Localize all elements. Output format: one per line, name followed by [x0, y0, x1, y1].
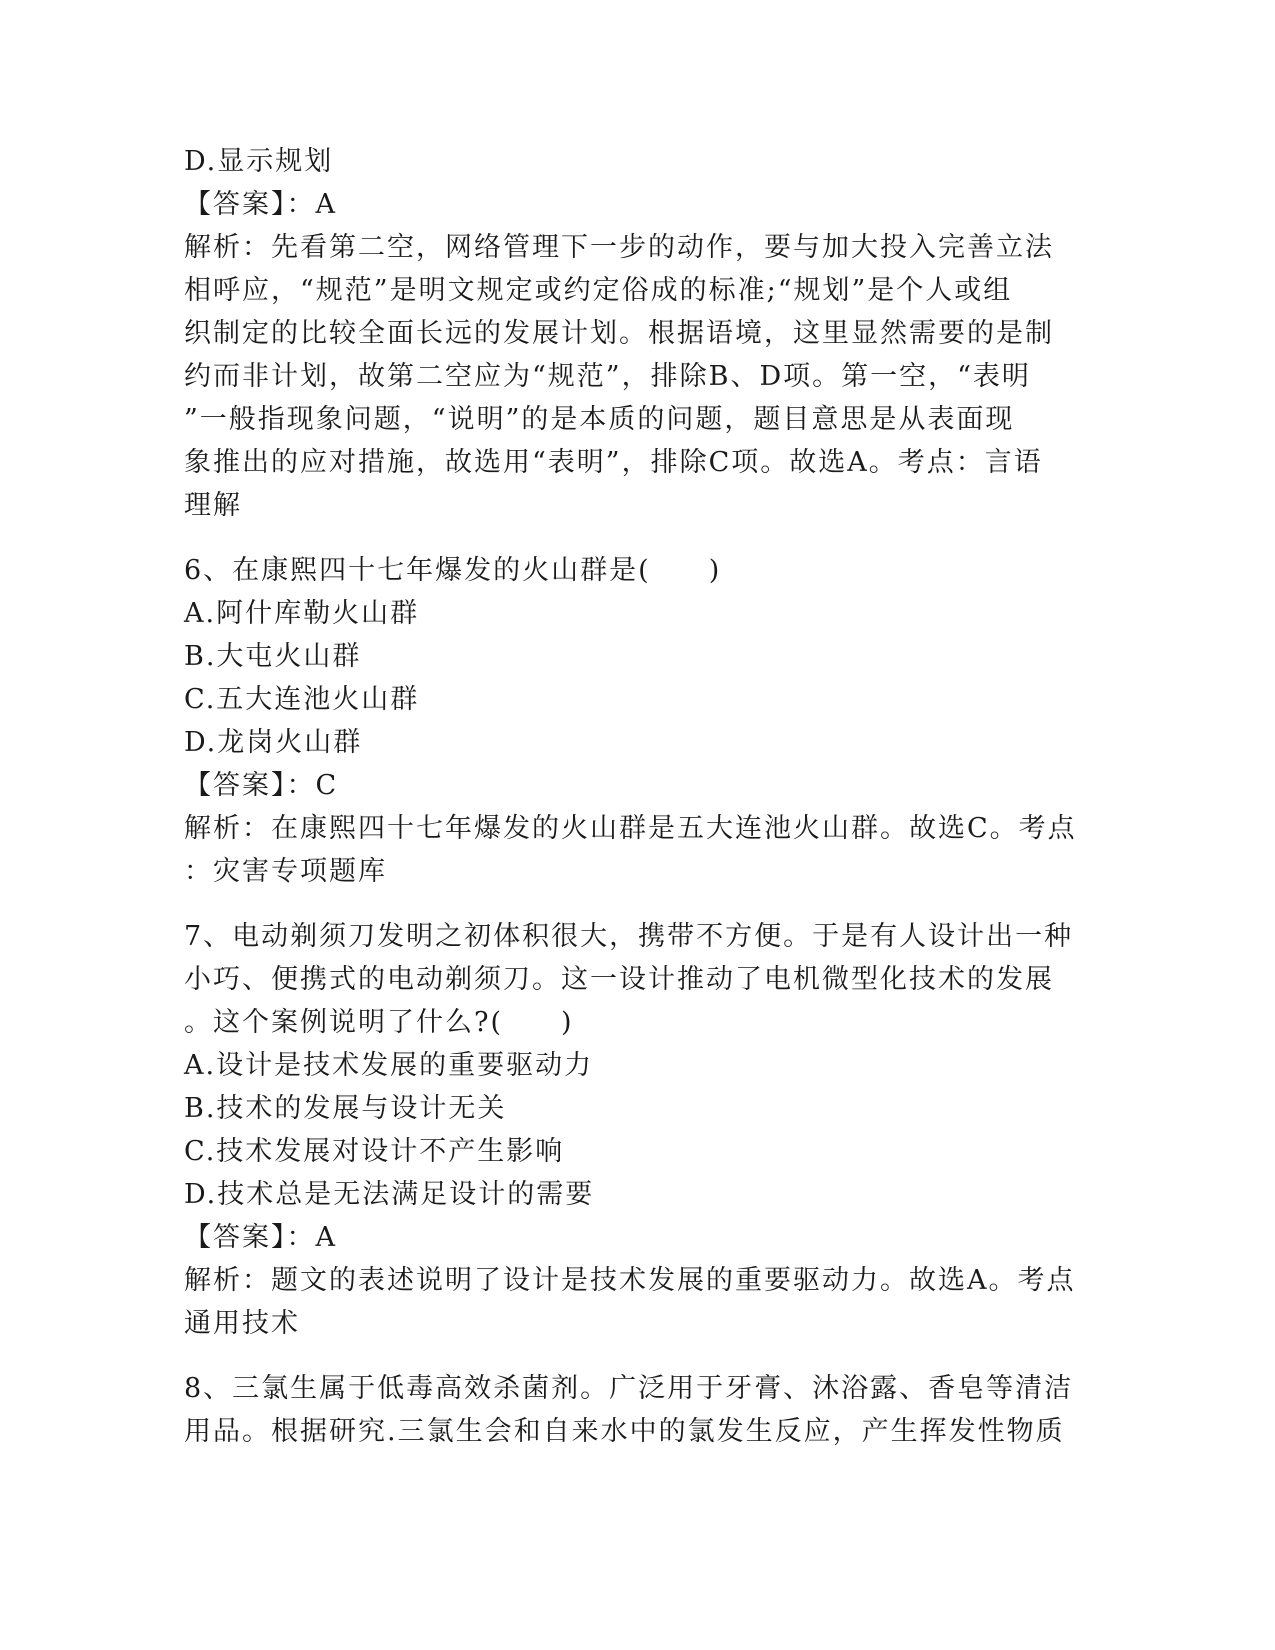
analysis-line: ”一般指现象问题，“说明”的是本质的问题，题目意思是从表面现 [184, 404, 1015, 435]
question-stem: 8、三氯生属于低毒高效杀菌剂。广泛用于牙膏、沐浴露、香皂等清洁 [184, 1373, 1074, 1404]
analysis-line: 解析：先看第二空，网络管理下一步的动作，要与加大投入完善立法 [184, 232, 1054, 263]
document-page [184, 140, 1094, 1453]
analysis-line: 相呼应，“规范”是明文规定或约定俗成的标准;“规划”是个人或组 [184, 275, 1013, 306]
analysis-line: 织制定的比较全面长远的发展计划。根据语境，这里显然需要的是制 [184, 318, 1054, 349]
question-stem: 用品。根据研究.三氯生会和自来水中的氯发生反应，产生挥发性物质 [184, 1416, 1065, 1447]
section-gap [184, 893, 1094, 915]
analysis-line: 解析：题文的表述说明了设计是技术发展的重要驱动力。故选A。考点 [184, 1265, 1076, 1296]
answer-line: 【答案】：A [184, 189, 337, 220]
option-d: D.龙岗火山群 [184, 727, 363, 758]
question-stem: 小巧、便携式的电动剃须刀。这一设计推动了电机微型化技术的发展 [184, 964, 1054, 995]
answer-line: 【答案】：C [184, 770, 339, 801]
option-d: D.显示规划 [184, 146, 334, 177]
analysis-line: 通用技术 [184, 1308, 300, 1339]
analysis-line: 解析：在康熙四十七年爆发的火山群是五大连池火山群。故选C。考点 [184, 813, 1077, 844]
option-d: D.技术总是无法满足设计的需要 [184, 1179, 595, 1210]
analysis-line: 理解 [184, 490, 242, 521]
section-gap [184, 1345, 1094, 1367]
question-stem: 7、电动剃须刀发明之初体积很大，携带不方便。于是有人设计出一种 [184, 921, 1074, 952]
section-gap [184, 527, 1094, 549]
option-a: A.设计是技术发展的重要驱动力 [184, 1050, 594, 1081]
option-c: C.五大连池火山群 [184, 684, 420, 715]
analysis-line: 象推出的应对措施，故选用“表明”，排除C项。故选A。考点：言语 [184, 447, 1043, 478]
question-stem: 。这个案例说明了什么?( ) [184, 1007, 574, 1038]
option-b: B.技术的发展与设计无关 [184, 1093, 507, 1124]
answer-line: 【答案】：A [184, 1222, 337, 1253]
analysis-line: 约而非计划，故第二空应为“规范”，排除B、D项。第一空，“表明 [184, 361, 1031, 392]
analysis-line: ：灾害专项题库 [184, 856, 387, 887]
question-stem: 6、在康熙四十七年爆发的火山群是( ) [184, 555, 722, 586]
option-a: A.阿什库勒火山群 [184, 598, 420, 629]
option-b: B.大屯火山群 [184, 641, 362, 672]
option-c: C.技术发展对设计不产生影响 [184, 1136, 565, 1167]
